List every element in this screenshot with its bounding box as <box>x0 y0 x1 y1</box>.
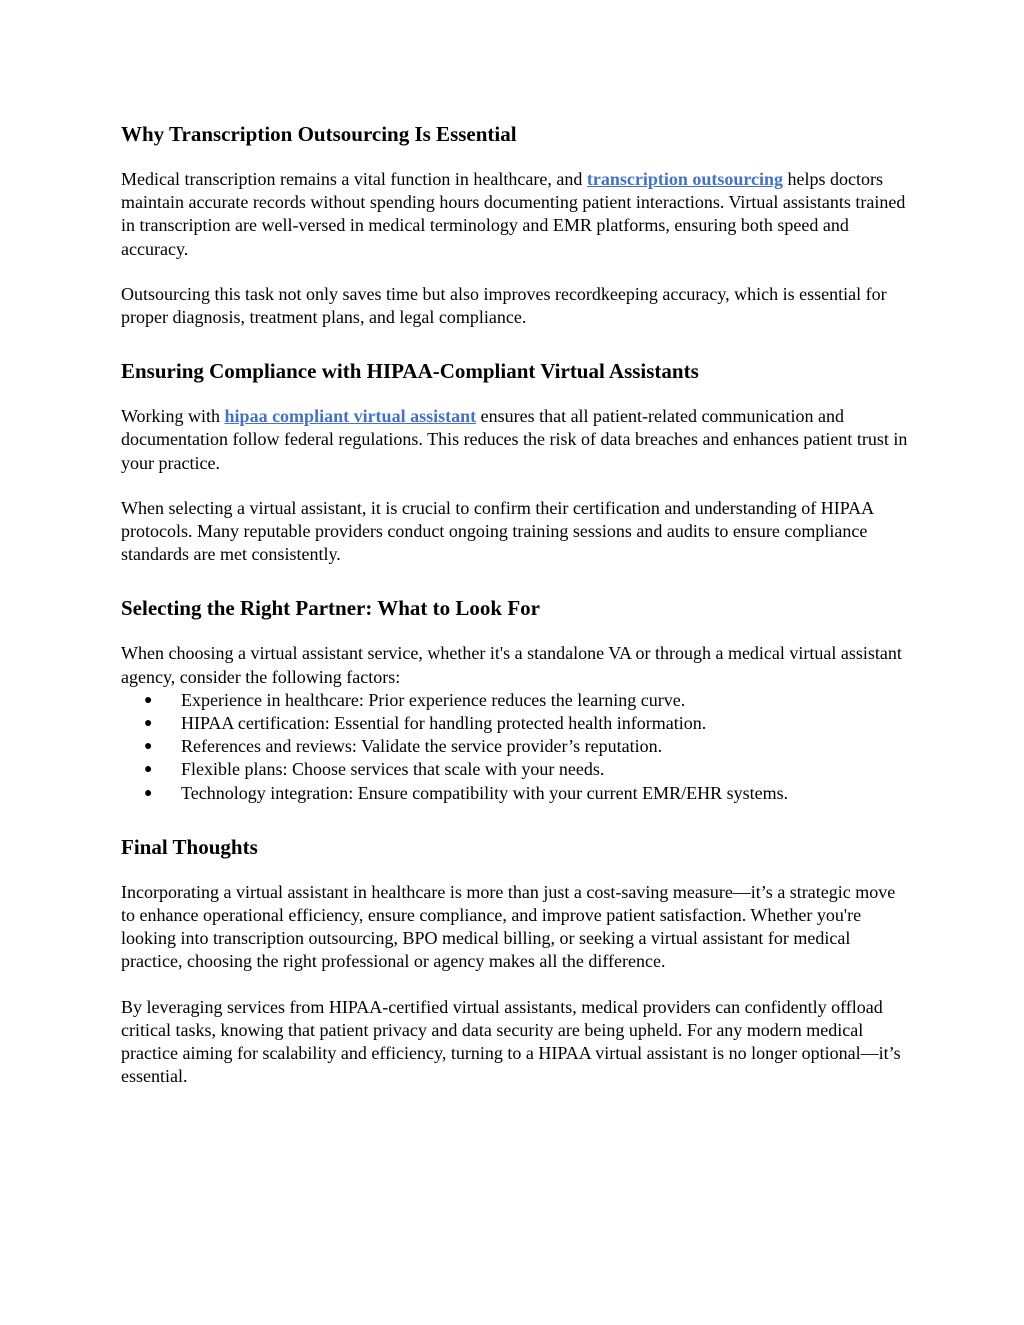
paragraph: Incorporating a virtual assistant in healthcare is more than just a cost-saving measure—it’s a strategic move to enhance operational efficiency, ensure compliance, and improve patient satisfaction. Whether you're looking into transcription outsourcing, BPO medical billing, or seeking a virtual assistant for medical practice, choosing the right professional or agency makes all the difference. <box>121 881 896 972</box>
bullet-icon: ● <box>144 692 153 708</box>
paragraph-text: Working with <box>121 406 225 427</box>
bullet-icon: ● <box>144 716 153 732</box>
section-final-thoughts <box>121 833 911 1089</box>
document-page <box>121 120 911 1088</box>
transcription-outsourcing-link[interactable]: transcription outsourcing <box>586 169 784 189</box>
paragraph: When selecting a virtual assistant, it is crucial to confirm their certification and understanding of HIPAA protocols. Many reputable providers conduct ongoing training sessions and audits to ensure compliance standards are met consistently. <box>121 497 874 565</box>
factors-list <box>121 689 911 805</box>
paragraph-text: helps doctors maintain accurate records without spending hours documenting patient interactions. Virtual assistants trained in transcription are well-versed in medical terminology and EMR platforms, ensuring both speed and accuracy. <box>121 169 906 259</box>
bullet-icon: ● <box>144 785 153 801</box>
section-heading: Why Transcription Outsourcing Is Essential <box>121 122 517 146</box>
section-heading: Selecting the Right Partner: What to Look For <box>121 596 540 621</box>
section-transcription-outsourcing <box>121 120 911 329</box>
list-item <box>121 735 911 758</box>
section-hipaa-compliance <box>121 357 911 566</box>
list-item <box>121 712 911 735</box>
list-item-text: Experience in healthcare: Prior experience reduces the learning curve. <box>181 689 686 710</box>
section-heading: Ensuring Compliance with HIPAA-Compliant Virtual Assistants <box>121 359 699 384</box>
paragraph-text: Medical transcription remains a vital function in healthcare, and <box>121 169 587 189</box>
bullet-icon: ● <box>144 762 153 778</box>
list-item <box>121 782 911 805</box>
paragraph <box>121 405 911 475</box>
list-item <box>121 689 911 712</box>
list-item-text: HIPAA certification: Essential for handling protected health information. <box>181 713 707 734</box>
section-heading: Final Thoughts <box>121 834 258 859</box>
bullet-icon: ● <box>144 739 153 755</box>
section-selecting-partner <box>121 594 911 804</box>
paragraph <box>121 168 911 261</box>
list-item-text: Technology integration: Ensure compatibility with your current EMR/EHR systems. <box>181 782 789 803</box>
paragraph: When choosing a virtual assistant service, whether it's a standalone VA or through a medical virtual assistant agency, consider the following factors: <box>121 643 902 687</box>
hipaa-compliant-virtual-assistant-link[interactable]: hipaa compliant virtual assistant <box>224 406 477 427</box>
list-item <box>121 758 911 781</box>
paragraph: Outsourcing this task not only saves time but also improves recordkeeping accuracy, which is essential for proper diagnosis, treatment plans, and legal compliance. <box>121 283 887 328</box>
paragraph-text: ensures that all patient-related communication and documentation follow federal regulations. This reduces the risk of data breaches and enhances patient trust in your practice. <box>121 406 908 473</box>
paragraph: By leveraging services from HIPAA-certified virtual assistants, medical providers can confidently offload critical tasks, knowing that patient privacy and data security are being upheld. For any modern medical practice aiming for scalability and efficiency, turning to a HIPAA virtual assistant is no longer optional—it’s essential. <box>121 996 901 1087</box>
list-item-text: References and reviews: Validate the service provider’s reputation. <box>181 736 663 757</box>
list-item-text: Flexible plans: Choose services that scale with your needs. <box>181 759 605 780</box>
